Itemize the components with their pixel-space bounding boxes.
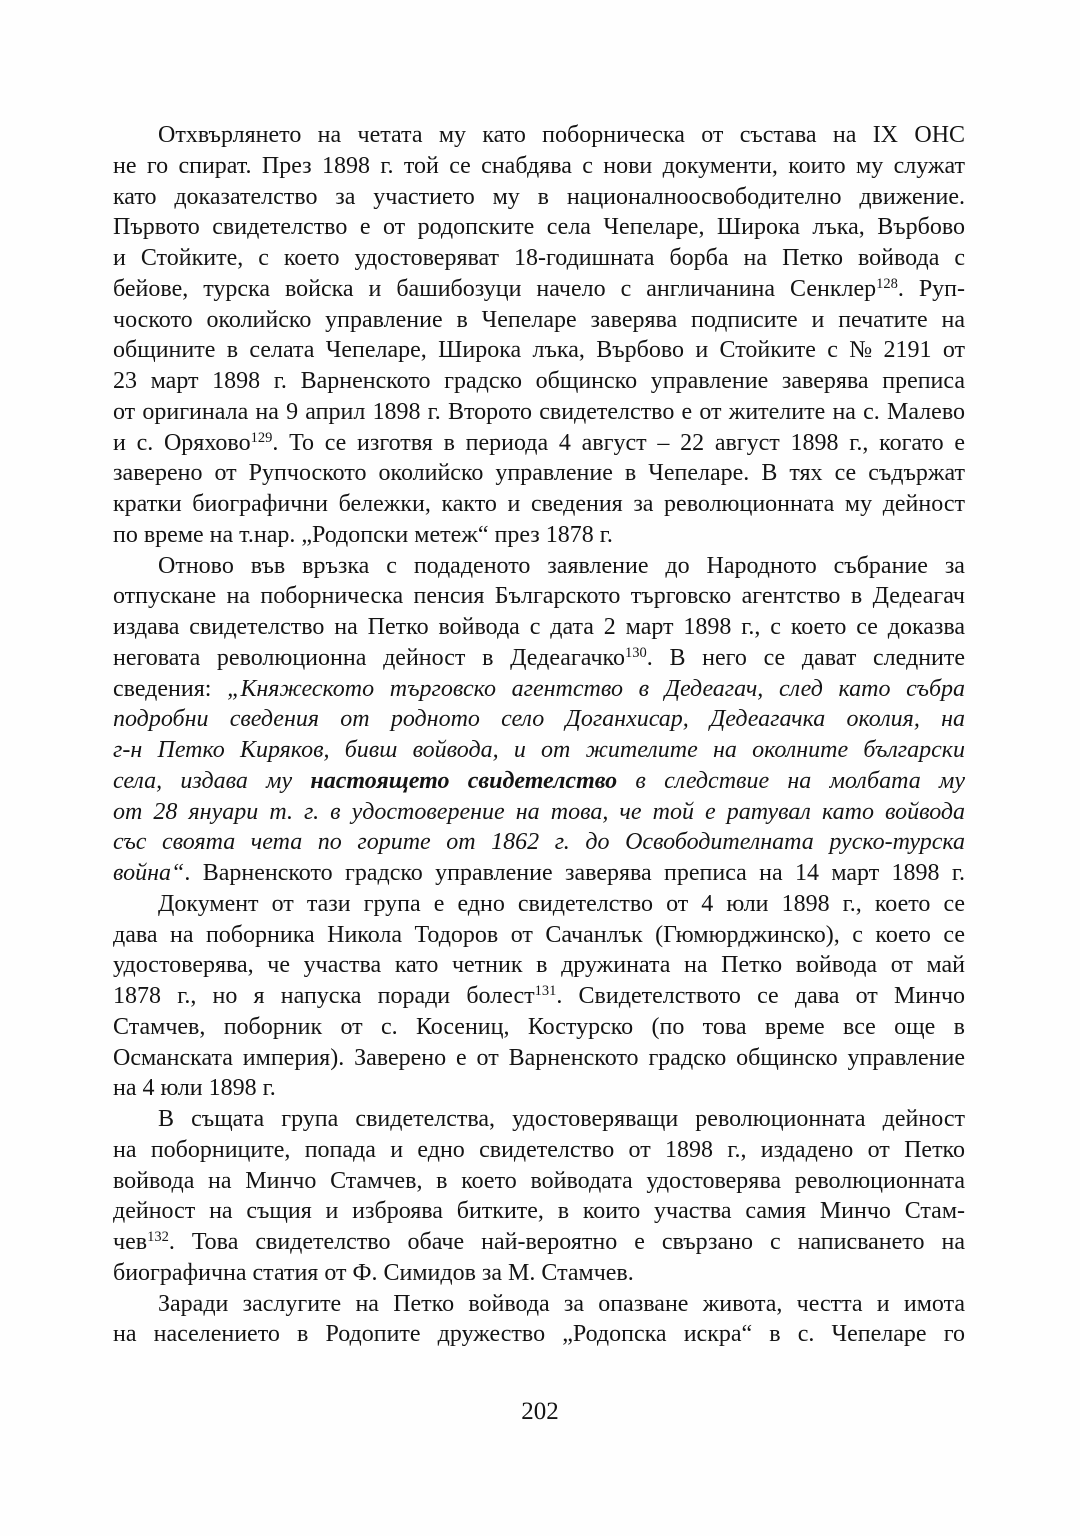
text-line-content xyxy=(113,1075,276,1101)
body-text: от оригинала на 9 април 1898 г. Второто свидетелство е от жителите на с. Малево xyxy=(113,398,965,425)
text-line xyxy=(113,489,965,520)
footnote-ref: 130 xyxy=(624,644,647,661)
text-line xyxy=(113,1196,965,1227)
italic-text: г-н Петко Киряков, бивш войвода, и от жителите на околните български xyxy=(113,737,966,763)
body-text: Османската империя). Заверено е от Варненското градско общинско управление xyxy=(113,1044,965,1071)
text-line xyxy=(113,366,965,397)
footnote-ref: 131 xyxy=(534,983,557,999)
text-line-content xyxy=(113,1260,634,1286)
body-text: общините в селата Чепеларе, Широка лъка, Върбово и Стойките с № 2191 от xyxy=(113,337,966,364)
italic-text: от 28 януари т. г. в удостоверение на това, че той е ратувал като войвода xyxy=(113,798,966,825)
text-line xyxy=(113,520,965,551)
text-line-content xyxy=(113,1198,965,1224)
text-line xyxy=(113,397,965,428)
italic-text: подробни сведения от родното село Доганхисар, Дедеагачка околия, на xyxy=(113,706,965,733)
text-line-content xyxy=(113,337,965,363)
text-line xyxy=(113,1289,965,1320)
text-block xyxy=(113,120,965,1350)
footnote-ref: 132 xyxy=(147,1229,169,1245)
text-line xyxy=(113,612,965,643)
text-line xyxy=(113,1104,965,1135)
text-line-content xyxy=(158,891,965,917)
body-text: и Стойките, с което удостоверяват 18-годишната борба на Петко войвода с xyxy=(113,245,966,271)
text-line-content xyxy=(113,399,965,425)
text-line xyxy=(113,1227,965,1258)
body-text: на 4 юли 1898 г. xyxy=(113,1075,276,1102)
body-text: издава свидетелство на Петко войвода с дата 2 март 1898 г., с което се доказва xyxy=(113,614,966,640)
body-text: . Свидетелството се дава от Минчо xyxy=(556,983,966,1009)
body-text: удостоверява, че участва като четник в дружината на Петко войвода от май xyxy=(113,952,966,979)
text-line xyxy=(113,643,965,674)
text-line-content xyxy=(158,1106,965,1132)
text-line-content xyxy=(113,430,965,456)
text-line xyxy=(113,1073,965,1104)
text-line xyxy=(113,274,965,305)
italic-text: в следствие на молбата му xyxy=(617,767,965,794)
text-line-content xyxy=(113,768,965,794)
bold-italic-text: настоящето свидетелство xyxy=(310,767,618,794)
text-line-content xyxy=(113,184,965,210)
text-line-content xyxy=(113,983,965,1009)
text-line-content xyxy=(113,1168,965,1194)
text-line xyxy=(113,735,965,766)
text-line xyxy=(113,950,965,981)
text-line xyxy=(113,151,965,182)
text-line-content xyxy=(113,1137,965,1163)
text-line xyxy=(113,212,965,243)
text-line xyxy=(113,1012,965,1043)
body-text: дава на поборника Никола Тодоров от Сачанлък (Гюмюрджинско), с което се xyxy=(113,921,966,948)
text-line xyxy=(113,458,965,489)
text-line-content xyxy=(113,307,965,333)
text-line-content xyxy=(158,553,965,579)
body-text: дейност на същия и изброява битките, в които участва самия Минчо Стам- xyxy=(113,1198,965,1225)
text-line xyxy=(113,1135,965,1166)
body-text: чоското околийско управление в Чепеларе заверява подписите и печатите на xyxy=(113,306,965,333)
body-text: Документ от тази група е едно свидетелство от 4 юли 1898 г., което се xyxy=(158,890,966,917)
body-text: биографична статия от Ф. Симидов за М. Стамчев. xyxy=(113,1259,634,1286)
text-line-content xyxy=(113,952,965,978)
text-line-content xyxy=(113,1321,965,1347)
text-line-content xyxy=(113,737,965,763)
text-line xyxy=(113,305,965,336)
text-line-content xyxy=(113,460,965,486)
text-line xyxy=(113,920,965,951)
text-line-content xyxy=(113,1045,965,1071)
body-text: чев xyxy=(113,1229,148,1255)
text-line-content xyxy=(113,1014,965,1040)
body-text: Заради заслугите на Петко войвода за опазване живота, честта и имота xyxy=(158,1290,966,1317)
page-number: 202 xyxy=(521,1398,559,1425)
text-line xyxy=(113,981,965,1012)
body-text: кратки биографични бележки, както и сведения за революционната му дейност xyxy=(113,491,965,517)
body-text: на поборниците, попада и едно свидетелство от 1898 г., издадено от Петко xyxy=(113,1136,965,1163)
text-line xyxy=(113,1166,965,1197)
body-text: по време на т.нар. „Родопски метеж“ през 1878 г. xyxy=(113,521,613,548)
text-line xyxy=(113,335,965,366)
text-line xyxy=(113,766,965,797)
text-line-content xyxy=(113,522,613,548)
text-line-content xyxy=(113,214,965,240)
italic-text: война“ xyxy=(113,860,185,886)
body-text: . То се изготвя в периода 4 август – 22 август 1898 г., когато е xyxy=(272,429,966,456)
italic-text: със своята чета по горите от 1862 г. до Освободителната руско-турска xyxy=(113,829,966,856)
italic-text: села, издава му xyxy=(113,767,311,794)
text-line xyxy=(113,1319,965,1350)
body-text: на населението в Родопите дружество „Родопска искра“ в с. Чепеларе го xyxy=(113,1321,965,1348)
text-line-content xyxy=(113,583,965,609)
body-text: В същата група свидетелства, удостоверяващи революционната дейност xyxy=(158,1106,965,1132)
text-line xyxy=(113,428,965,459)
body-text: заверено от Рупчоското околийско управление в Чепеларе. В тях се съдържат xyxy=(113,460,965,487)
text-line-content xyxy=(113,676,965,702)
text-line-content xyxy=(113,829,965,855)
text-line xyxy=(113,797,965,828)
text-line-content xyxy=(113,799,965,825)
text-line-content xyxy=(113,245,965,271)
body-text: неговата революционна дейност в Дедеагачко xyxy=(113,644,625,671)
body-text: . В него се дават следните xyxy=(646,644,966,671)
body-text: . Варненското градско управление заверява преписа на 14 март 1898 г. xyxy=(184,860,966,886)
text-line-content xyxy=(113,645,965,671)
text-line-content xyxy=(158,122,965,148)
text-line-content xyxy=(113,1229,965,1255)
text-line xyxy=(113,243,965,274)
body-text: като доказателство за участието му в националноосвободително движение. xyxy=(113,183,965,210)
text-line-content xyxy=(113,491,965,517)
text-line xyxy=(113,674,965,705)
body-text: 23 март 1898 г. Варненското градско общинско управление заверява преписа xyxy=(113,368,966,394)
text-line-content xyxy=(113,860,965,886)
text-line-content xyxy=(113,153,965,179)
body-text: . Руп- xyxy=(897,275,966,302)
text-line xyxy=(113,704,965,735)
italic-text: „Княжеското търговско агентство в Дедеагач, след като събра xyxy=(227,675,966,702)
footnote-ref: 128 xyxy=(876,275,898,292)
body-text: Първото свидетелство е от родопските села Чепеларе, Широка лъка, Върбово xyxy=(113,214,965,241)
text-line xyxy=(113,889,965,920)
body-text: войвода на Минчо Стамчев, в което войводата удостоверява революционната xyxy=(113,1167,965,1194)
text-line-content xyxy=(158,1291,965,1317)
text-line xyxy=(113,1043,965,1074)
footnote-ref: 129 xyxy=(250,429,273,446)
text-line-content xyxy=(113,706,965,732)
body-text: и с. Оряхово xyxy=(113,429,251,456)
text-line-content xyxy=(113,276,965,302)
body-text: Отхвърлянето на четата му като поборническа от състава на IX ОНС xyxy=(158,122,966,148)
text-line-content xyxy=(113,922,965,948)
body-text: 1878 г., но я напуска поради болест xyxy=(113,983,535,1009)
body-text: отпускане на поборническа пенсия Българското търговско агентство в Дедеагач xyxy=(113,583,965,610)
text-line-content xyxy=(113,368,965,394)
text-line xyxy=(113,551,965,582)
body-text: бейове, турска войска и башибозуци начело с англичанина Сенклер xyxy=(113,275,877,302)
text-line xyxy=(113,858,965,889)
text-line xyxy=(113,1258,965,1289)
body-text: Отново във връзка с подаденото заявление до Народното събрание за xyxy=(158,552,965,579)
body-text: сведения: xyxy=(113,675,228,702)
text-line xyxy=(113,581,965,612)
text-line-content xyxy=(113,614,965,640)
text-line xyxy=(113,120,965,151)
body-text: не го спират. През 1898 г. той се снабдява с нови документи, които му служат xyxy=(113,152,965,179)
text-line xyxy=(113,827,965,858)
body-text: . Това свидетелство обаче най-вероятно е свързано с написването на xyxy=(168,1229,965,1255)
body-text: Стамчев, поборник от с. Косениц, Костурско (по това време все още в xyxy=(113,1013,965,1040)
text-line xyxy=(113,182,965,213)
